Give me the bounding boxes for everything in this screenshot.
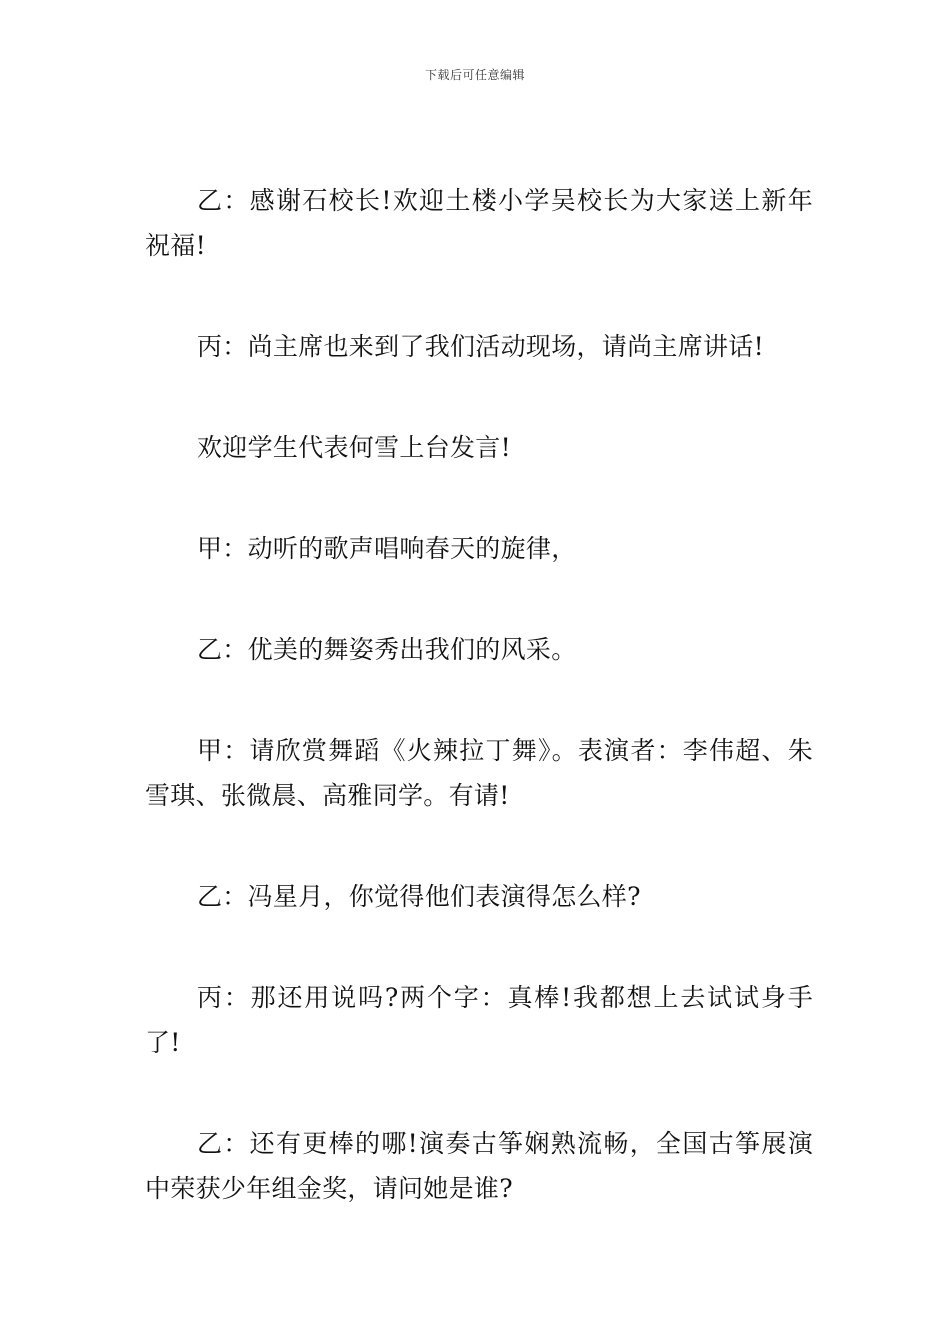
page-header: 下载后可任意编辑	[424, 68, 525, 82]
paragraph: 丙：那还用说吗?两个字：真棒!我都想上去试试身手了!	[145, 983, 813, 1057]
paragraph: 乙：还有更棒的哪!演奏古筝娴熟流畅，全国古筝展演中荣获少年组金奖，请问她是谁?	[145, 1129, 813, 1203]
paragraph: 乙：感谢石校长!欢迎土楼小学吴校长为大家送上新年祝福!	[145, 186, 813, 260]
paragraph: 丙：尚主席也来到了我们活动现场，请尚主席讲话!	[197, 332, 764, 361]
paragraph: 乙：优美的舞姿秀出我们的风采。	[197, 635, 577, 664]
paragraph: 欢迎学生代表何雪上台发言!	[197, 433, 511, 462]
document-body	[145, 178, 813, 1267]
paragraph: 甲：请欣赏舞蹈《火辣拉丁舞》。表演者：李伟超、朱雪琪、张微晨、高雅同学。有请!	[145, 736, 813, 810]
paragraph: 甲：动听的歌声唱响春天的旋律，	[197, 534, 577, 563]
paragraph: 乙：冯星月，你觉得他们表演得怎么样?	[197, 882, 641, 911]
